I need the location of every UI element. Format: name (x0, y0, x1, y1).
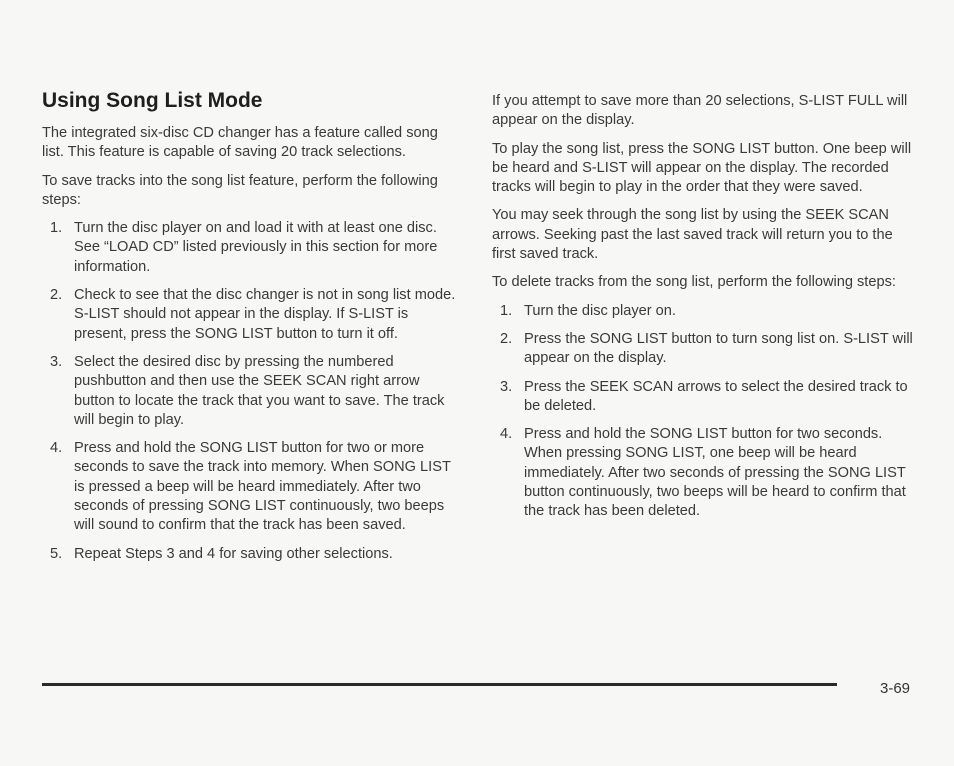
seek-song-list-paragraph: You may seek through the song list by using the SEEK SCAN arrows. Seeking past the last saved track will return you to the first saved track. (492, 207, 893, 263)
step-number: 4. (500, 426, 513, 443)
step-text: Check to see that the disc changer is not in song list mode. S-LIST should not appear in the display. If S-LIST is present, press the SONG LIST button to turn it off. (74, 287, 456, 342)
step-number: 1. (50, 220, 63, 237)
step-text: Press the SONG LIST button to turn song list on. S-LIST will appear on the display. (524, 330, 913, 367)
step-text: Press and hold the SONG LIST button for two or more seconds to save the track into memory. When SONG LIST is pressed a beep will be heard immediately. After two seconds of pressing SONG LIST continuously, two beeps will sound to confirm that the track has been saved. (74, 440, 451, 534)
step-text: Press the SEEK SCAN arrows to select the desired track to be deleted. (524, 378, 908, 414)
list-item (42, 353, 462, 430)
delete-steps-intro-paragraph: To delete tracks from the song list, perform the following steps: (492, 274, 896, 291)
page-number: 3-69 (880, 680, 911, 697)
section-title: Using Song List Mode (42, 89, 263, 112)
step-number: 2. (500, 330, 513, 347)
steps-intro-paragraph: To save tracks into the song list feature, perform the following steps: (42, 172, 438, 208)
step-text: Turn the disc player on and load it with at least one disc. See “LOAD CD” listed previously in this section for more information. (74, 220, 438, 275)
step-number: 2. (50, 287, 63, 304)
step-text: Select the desired disc by pressing the numbered pushbutton and then use the SEEK SCAN right arrow button to locate the track that you want to save. The track will begin to play. (74, 353, 445, 428)
list-item (42, 219, 462, 277)
step-number: 4. (50, 440, 63, 457)
step-text: Repeat Steps 3 and 4 for saving other selections. (74, 545, 393, 562)
intro-paragraph: The integrated six-disc CD changer has a feature called song list. This feature is capable of saving 20 track selections. (42, 125, 438, 161)
left-column (42, 88, 462, 573)
step-text: Press and hold the SONG LIST button for two seconds. When pressing SONG LIST, one beep will be heard immediately. After two seconds of pressing the SONG LIST button continuously, two beeps will be heard to confirm that the track has been deleted. (524, 426, 906, 520)
step-number: 5. (50, 545, 63, 562)
right-column (492, 92, 920, 531)
list-item (42, 439, 462, 535)
list-item (492, 330, 920, 369)
delete-steps-list (492, 302, 920, 522)
step-number: 1. (500, 302, 513, 319)
slist-full-paragraph: If you attempt to save more than 20 selections, S-LIST FULL will appear on the display. (492, 93, 908, 129)
step-number: 3. (50, 353, 63, 370)
step-number: 3. (500, 378, 513, 395)
play-song-list-paragraph: To play the song list, press the SONG LIST button. One beep will be heard and S-LIST will appear on the display. The recorded tracks will begin to play in the order that they were saved. (492, 140, 912, 196)
footer-rule (42, 683, 837, 686)
save-steps-list (42, 219, 462, 564)
list-item (42, 545, 462, 564)
step-text: Turn the disc player on. (524, 302, 676, 319)
list-item (492, 302, 920, 321)
list-item (42, 286, 462, 344)
list-item (492, 378, 920, 417)
list-item (492, 425, 920, 521)
